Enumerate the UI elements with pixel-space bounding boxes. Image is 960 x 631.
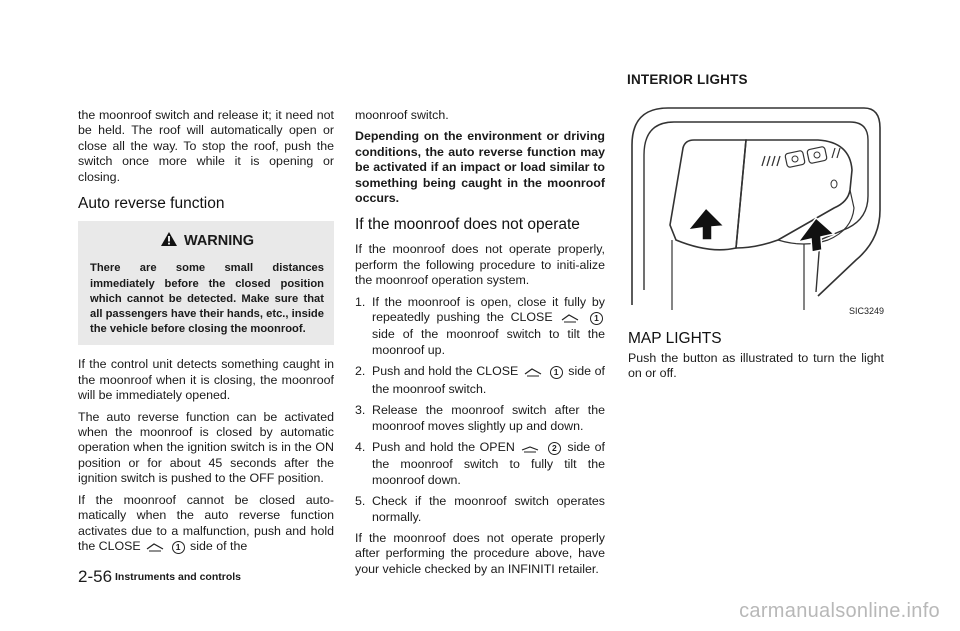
text-fragment: Check if the moonroof switch operates normally. bbox=[372, 494, 605, 524]
map-lights-figure bbox=[628, 100, 884, 320]
section-heading-map-lights: MAP LIGHTS bbox=[628, 330, 722, 347]
text-fragment: side of the moonroof switch. bbox=[372, 364, 605, 396]
text-fragment: If the moonroof cannot be closed auto-matically when the auto reverse function activates due to a malfunction, push and hold the CLOSE bbox=[78, 492, 334, 553]
page-number: 2-56 bbox=[78, 567, 113, 586]
text-fragment: side of the moonroof switch to tilt the moonroof up. bbox=[372, 327, 605, 357]
step-number: 3. bbox=[355, 403, 366, 418]
paragraph: If the moonroof does not operate properly, perform the following procedure to initi-alize the moonroof operation system. bbox=[355, 242, 605, 288]
warning-box bbox=[78, 221, 334, 345]
paragraph bbox=[78, 493, 334, 557]
list-item bbox=[355, 494, 605, 525]
moonroof-close-icon bbox=[560, 311, 580, 327]
paragraph: If the control unit detects something caught in the moonroof when it is closing, the moonroof will be immediately opened. bbox=[78, 357, 334, 403]
list-item bbox=[355, 364, 605, 397]
callout-number: 1 bbox=[172, 541, 185, 554]
column-middle bbox=[355, 108, 605, 583]
moonroof-close-icon bbox=[145, 540, 165, 556]
text-fragment: Push and hold the CLOSE bbox=[372, 364, 519, 379]
text-fragment: Release the moonroof switch after the moonroof moves slightly up and down. bbox=[372, 403, 605, 433]
paragraph: the moonroof switch and release it; it need not be held. The roof will automatically open or close all the way. To stop the roof, push the switch once more while it is opening or closing. bbox=[78, 108, 334, 184]
section-heading-not-operate: If the moonroof does not operate bbox=[355, 216, 580, 234]
column-left bbox=[78, 108, 334, 562]
list-item bbox=[355, 295, 605, 359]
procedure-steps bbox=[355, 295, 605, 525]
text-fragment: side of the bbox=[190, 538, 248, 553]
warning-triangle-icon bbox=[160, 231, 178, 251]
header-title: INTERIOR LIGHTS bbox=[627, 72, 748, 87]
paragraph: Push the button as illustrated to turn the light on or off. bbox=[628, 351, 884, 381]
paragraph-bold: Depending on the environment or driving conditions, the auto reverse function may be activated if an impact or load similar to something being caught in the moonroof occurs. bbox=[355, 129, 605, 206]
step-number: 2. bbox=[355, 364, 366, 379]
paragraph: moonroof switch. bbox=[355, 108, 449, 122]
text-fragment: If the moonroof is open, close it fully by repeatedly pushing the CLOSE bbox=[372, 294, 605, 325]
text-fragment: side of the moonroof switch to fully tilt the moonroof down. bbox=[372, 439, 605, 487]
step-number: 1. bbox=[355, 294, 366, 309]
paragraph: If the moonroof does not operate properly after performing the procedure above, have your vehicle checked by an INFINITI retailer. bbox=[355, 530, 605, 576]
watermark: carmanualsonline.info bbox=[739, 600, 940, 622]
paragraph: The auto reverse function can be activated when the moonroof is closed by automatic operation when the ignition switch is in the ON position or for about 45 seconds after the ignition switch is pushed to the OFF position. bbox=[78, 409, 334, 486]
warning-text: There are some small distances immediately before the closed position which cannot be detected. Make sure that all passengers have their hands, etc., inside the vehicle before closing the moonroof. bbox=[90, 262, 324, 336]
callout-number: 2 bbox=[548, 442, 561, 455]
moonroof-open-icon bbox=[520, 441, 540, 457]
press-arrow-icon bbox=[688, 208, 724, 240]
moonroof-close-icon bbox=[523, 365, 543, 381]
warning-label: WARNING bbox=[183, 233, 255, 250]
text-fragment: Push and hold the OPEN bbox=[372, 439, 515, 454]
step-number: 4. bbox=[355, 439, 366, 454]
list-item bbox=[355, 440, 605, 488]
list-item bbox=[355, 403, 605, 434]
overhead-console-illustration bbox=[628, 100, 884, 320]
callout-number: 1 bbox=[550, 366, 563, 379]
figure-code: SIC3249 bbox=[848, 306, 884, 316]
step-number: 5. bbox=[355, 494, 366, 509]
section-heading-auto-reverse: Auto reverse function bbox=[78, 195, 225, 213]
page-section-title: Instruments and controls bbox=[115, 571, 242, 583]
warning-title bbox=[90, 231, 324, 251]
callout-number: 1 bbox=[590, 312, 603, 325]
